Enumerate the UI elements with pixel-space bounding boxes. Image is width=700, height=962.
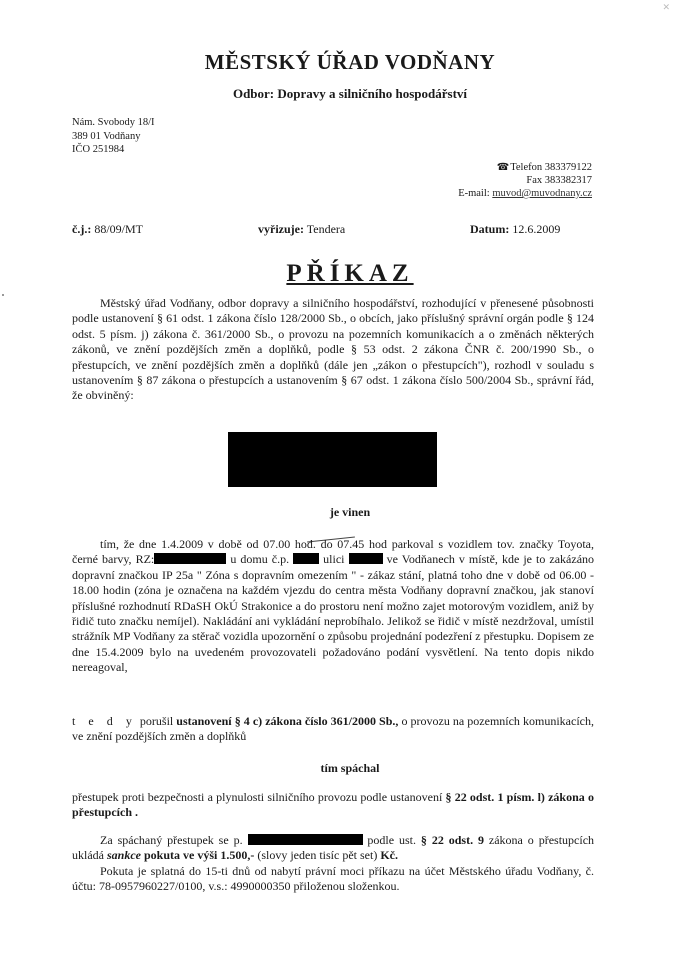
- phone-line: [458, 161, 592, 174]
- tedy-word: t e d y: [72, 714, 137, 728]
- datum-label: Datum:: [470, 222, 510, 236]
- cj-value: 88/09/MT: [94, 222, 143, 236]
- fine-amount: pokuta ve výši 1.500,-: [141, 848, 255, 863]
- contact-block: [458, 161, 592, 200]
- redacted-street: [349, 553, 383, 564]
- telephone-icon: ☎: [496, 162, 510, 173]
- handled-by: [258, 222, 345, 237]
- provision-description: o provozu na pozemních komunikacích, ve znění pozdějších změn a doplňků: [72, 714, 594, 744]
- datum-value: 12.6.2009: [512, 222, 561, 236]
- redacted-name-block: [228, 432, 437, 487]
- intro-paragraph: Městský úřad Vodňany, odbor dopravy a silničního hospodářství, rozhodující v přenesené působnosti podle ustanovení § 61 odst. 1 zákona číslo 128/2000 Sb., o obcích, jako příslušný správní orgán podle § 124 odst. 5 písm. j) zákona č. 361/2000 Sb., o provozu na pozemních komunikacích a o změnách některých zákonů, ve znění pozdějších změn a doplňků, podle § 53 odst. 2 zákona ČNR č. 200/1990 Sb., o přestupcích, ve znění pozdějších změn a doplňků (dále jen „zákon o přestupcích"), rozhodl v souladu s ustanovením § 87 zákona o přestupcích a ustanovením § 67 odst. 1 zákona číslo 500/2004 Sb., správní řád, že obviněný:: [72, 296, 594, 403]
- sanction-text-1b: Za spáchaný přestupek se p.: [100, 833, 243, 847]
- currency: Kč.: [380, 848, 398, 863]
- facts-paragraph: [72, 537, 594, 676]
- address-ico: IČO 251984: [72, 144, 125, 155]
- offense-text: přestupek proti bezpečnosti a plynulosti silničního provozu podle ustanovení: [72, 790, 446, 804]
- porusil-word: porušil: [136, 714, 177, 728]
- email-line: [458, 187, 592, 200]
- address-line-2: 389 01 Vodňany: [72, 130, 141, 142]
- margin-dot-icon: [2, 294, 4, 296]
- offense-provision: § 22 odst. 1 písm. l) zákona o přestupcích .: [72, 790, 594, 820]
- verdict-label: je vinen: [329, 505, 371, 519]
- facts-text-4: ve Vodňanech v místě, kde je to zakázáno dopravní značkou IP 25a " Zóna s dopravním omezením " - zákaz stání, platná toho dne v době od 06.00 - 18.00 hodin (zóna je označena na každém vjezdu do centra města Vodňany dopravní značkou, jak stanoví příslušné rozhodnutí RDaSH OkÚ Strakonice a do prostoru není možno zajet motorovým vozidlem, aniž by řidič tuto značku nemíjel). Nakládání ani vykládání neprobíhalo. Jelikož se řidič v místě nezdržoval, umístil strážník MP Vodňany za stěrač vozidla upozornění o způsobu projednání podezření z přestupku. Dopisem ze dne 15.4.2009 bylo na uvedeném provozovateli požadováno podání vysvětlení. Na tento dopis nikdo nereagoval,: [72, 552, 595, 675]
- committed-label: tím spáchal: [320, 761, 380, 775]
- document-date: [470, 222, 560, 237]
- redacted-offender-name: [248, 834, 363, 845]
- sanction-word: sankce: [107, 848, 141, 863]
- sanction-text-4: zákona o přestupcích ukládá: [72, 833, 595, 863]
- violation-paragraph: [72, 714, 594, 745]
- payment-paragraph: Pokuta je splatná do 15-ti dnů od nabytí právní moci příkazu na účet Městského úřadu Vodňany, č. účtu: 78-0957960227/0100, v.s.: 4990000350 přiloženou složenkou.: [72, 864, 594, 894]
- phone-text: Telefon 383379122: [510, 162, 592, 173]
- email-label: E-mail:: [458, 188, 493, 199]
- cj-label: č.j.:: [72, 222, 92, 236]
- address-line-1: Nám. Svobody 18/I: [72, 117, 155, 128]
- office-address: [72, 116, 155, 157]
- redacted-house-number: [293, 553, 319, 564]
- fax-line: Fax 383382317: [526, 175, 592, 186]
- department-subtitle: Odbor: Dopravy a silničního hospodářství: [232, 86, 468, 101]
- fine-in-words: (slovy jeden tisíc pět set): [254, 848, 381, 863]
- corner-mark-icon: ✕: [662, 2, 670, 12]
- facts-text-1: tím, že dne 1.4.2009 v době od 07.00 hod. do 07.45 hod parkoval s vozidlem tov. značky Toyota, černé barvy, RZ:: [72, 537, 594, 567]
- email-link[interactable]: muvod@muvodnany.cz: [492, 188, 592, 199]
- document-heading: PŘÍKAZ: [286, 260, 414, 287]
- offense-paragraph: [72, 790, 594, 821]
- vyrizuje-label: vyřizuje:: [258, 222, 304, 236]
- sanction-text-2: podle ust.: [362, 833, 421, 847]
- office-title: MĚSTSKÝ ÚŘAD VODŇANY: [204, 50, 496, 74]
- facts-text-2: u domu č.p.: [230, 552, 290, 567]
- facts-text-3: ulici: [323, 552, 345, 567]
- sanction-provision: § 22 odst. 9: [420, 833, 484, 847]
- reference-number: [72, 222, 143, 237]
- redacted-plate: [154, 553, 226, 564]
- violated-provision: ustanovení § 4 c) zákona číslo 361/2000 Sb.,: [176, 714, 399, 728]
- vyrizuje-value: Tendera: [306, 222, 346, 236]
- sanction-paragraph: [72, 833, 594, 864]
